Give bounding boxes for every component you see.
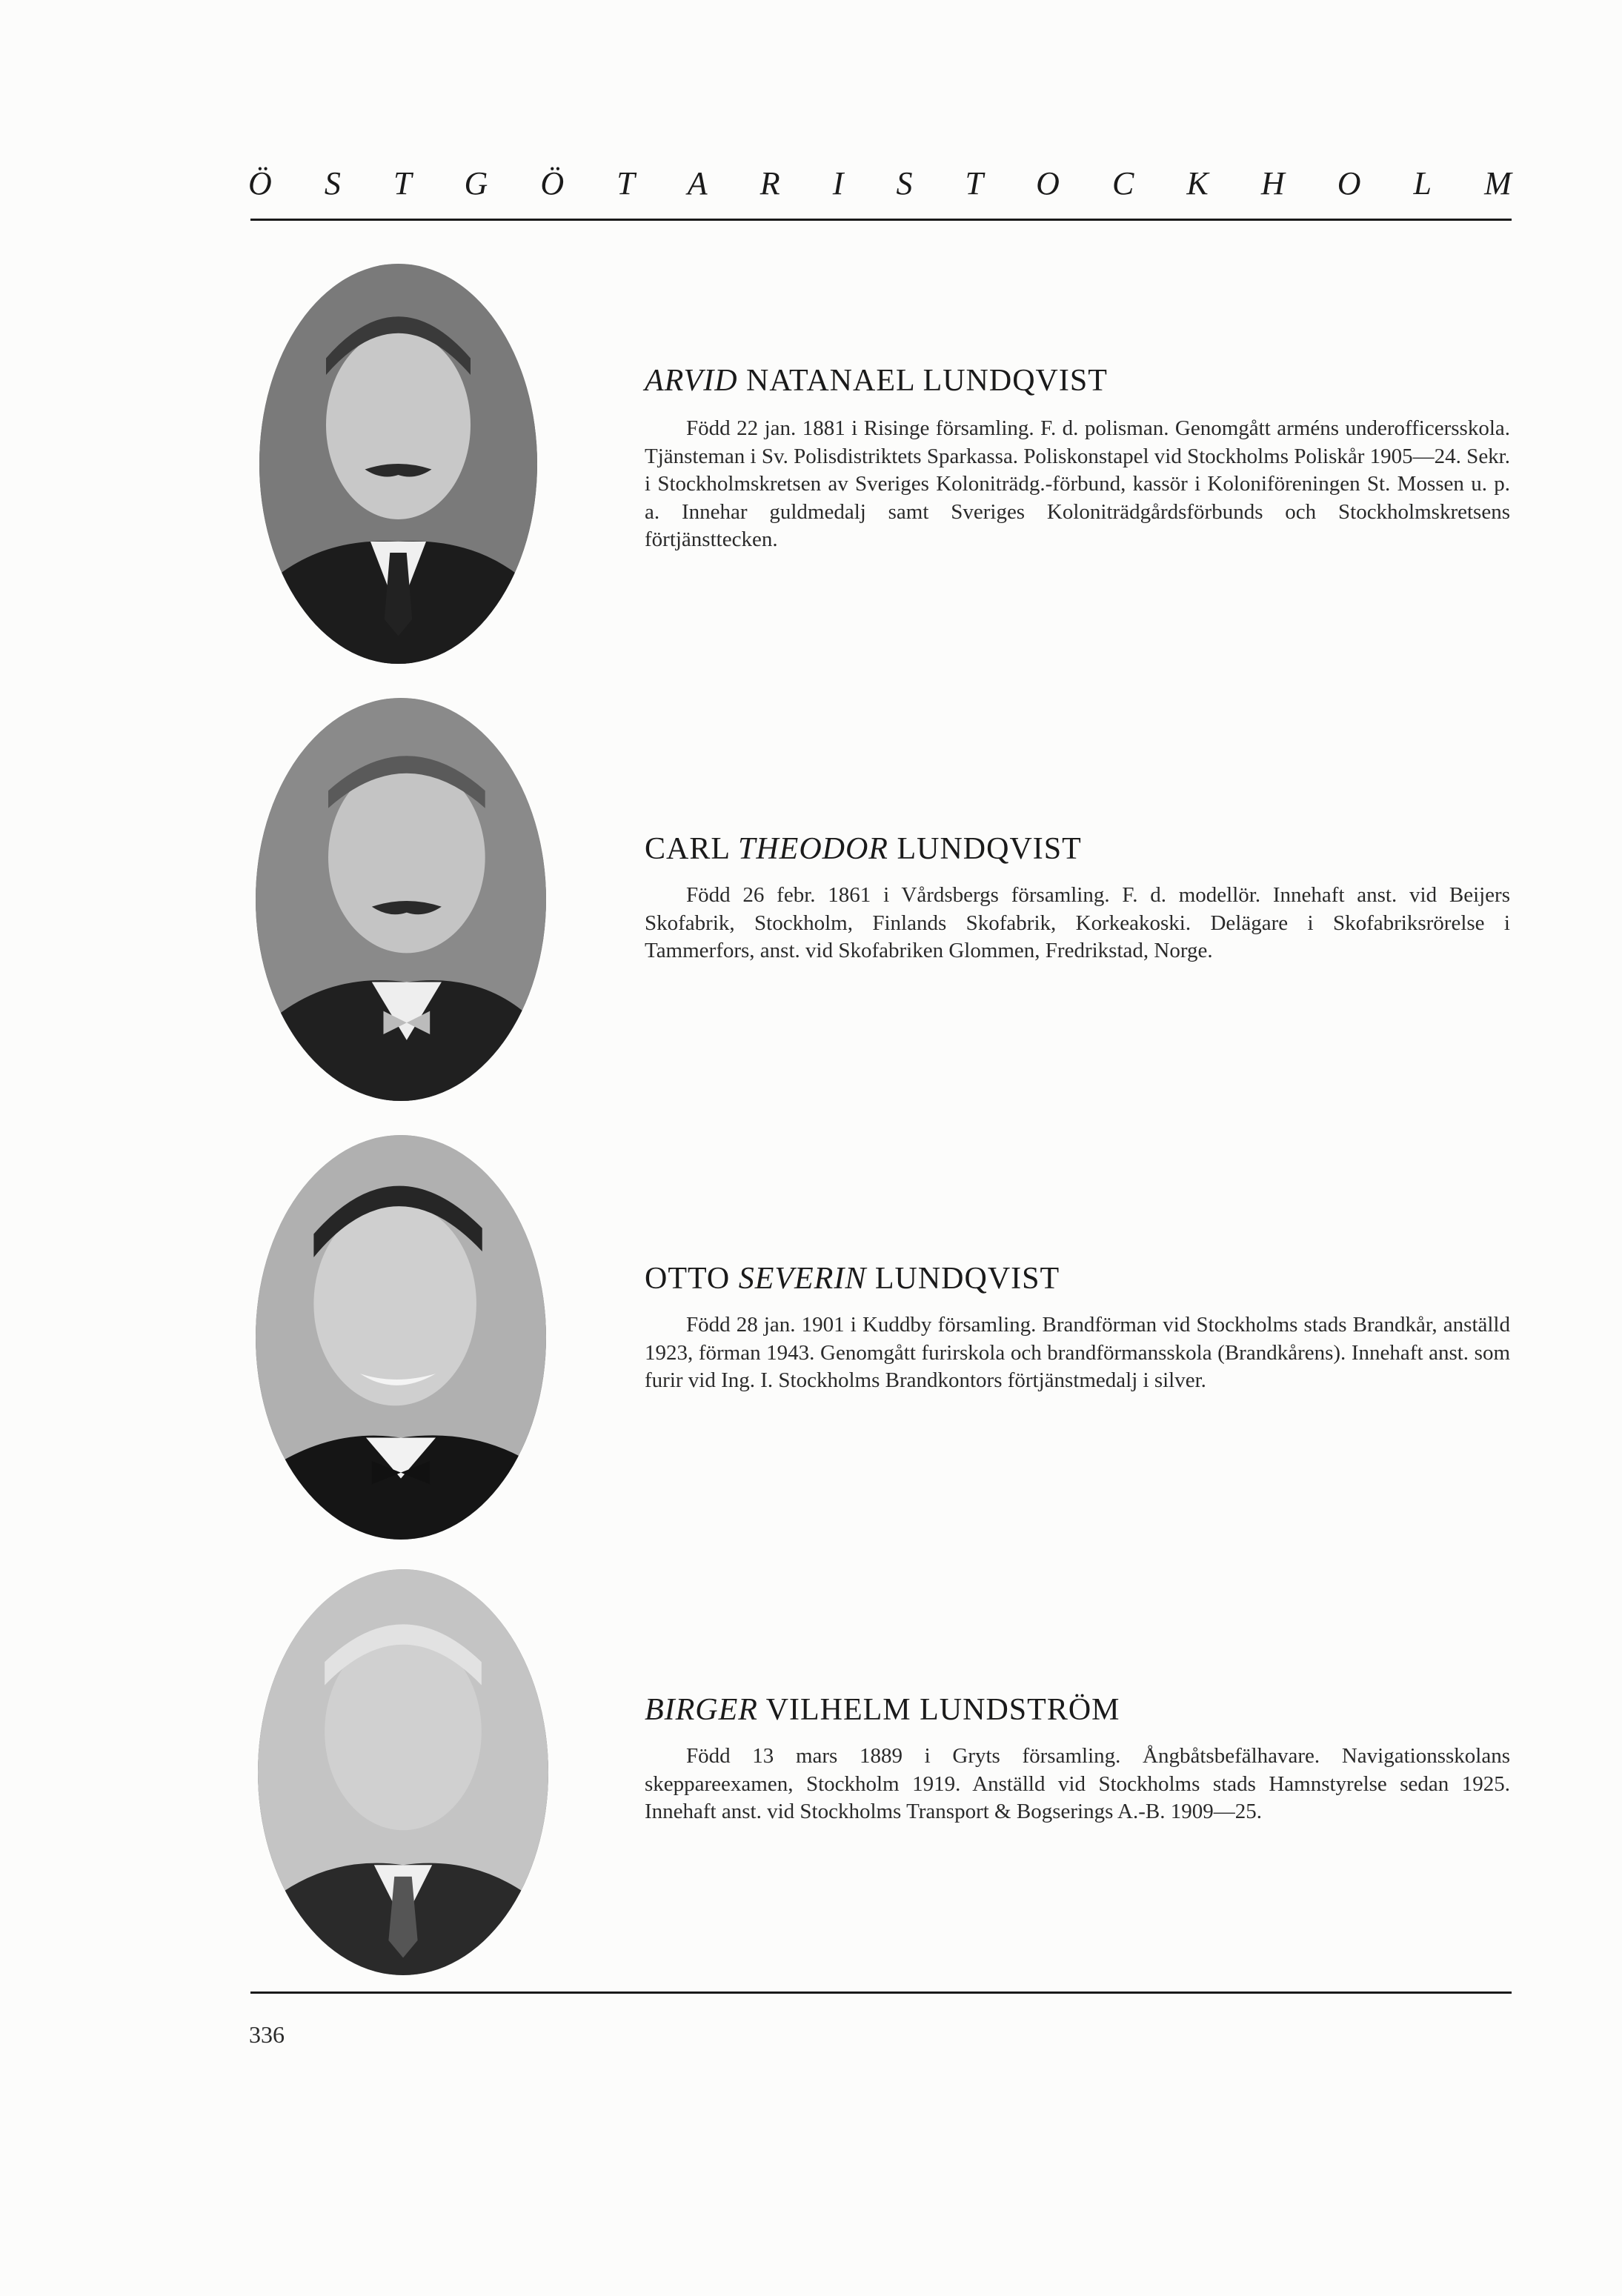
running-head-letter: O bbox=[1036, 165, 1060, 202]
running-head-letter: T bbox=[393, 165, 412, 202]
entry-name bbox=[645, 1692, 1120, 1728]
entry-biography bbox=[645, 415, 1510, 554]
running-head-letter: O bbox=[1337, 165, 1361, 202]
entry-biography bbox=[645, 882, 1510, 965]
entry-name-italic: BIRGER bbox=[645, 1693, 758, 1727]
portrait-photo bbox=[258, 1569, 548, 1975]
running-head-letter: S bbox=[896, 165, 913, 202]
entry-biography-text: Född 26 febr. 1861 i Vårdsbergs församling. F. d. modellör. Innehaft anst. vid Beijers Skofabrik, Stockholm, Finlands Skofabrik, Korkeakoski. Delägare i Skofabriksrörelse i Tammerfors, anst. vid Skofabriken Glommen, Fredrikstad, Norge. bbox=[645, 883, 1510, 962]
entry-name-rest: VILHELM LUNDSTRÖM bbox=[757, 1693, 1120, 1727]
portrait-photo bbox=[256, 1135, 546, 1540]
running-head-letter: Ö bbox=[540, 165, 565, 202]
portrait-figure bbox=[256, 698, 546, 1101]
entry-name bbox=[645, 831, 1082, 867]
page-number: 336 bbox=[249, 2021, 285, 2048]
running-head-letter: L bbox=[1413, 165, 1432, 202]
portrait-photo bbox=[259, 264, 537, 664]
running-head-letter: C bbox=[1111, 165, 1134, 202]
entry-name-italic: ARVID bbox=[645, 364, 738, 398]
entry-name-rest: NATANAEL LUNDQVIST bbox=[737, 364, 1108, 398]
entry-name-rest: LUNDQVIST bbox=[866, 1262, 1060, 1296]
entry-name-rest: LUNDQVIST bbox=[888, 832, 1082, 866]
portrait-figure bbox=[259, 264, 537, 664]
portrait-figure bbox=[258, 1569, 548, 1975]
footer-rule bbox=[250, 1991, 1512, 1994]
entry-biography-text: Född 28 jan. 1901 i Kuddby församling. Brandförman vid Stockholms stads Brandkår, anställd 1923, förman 1943. Genomgått furirskola och brandförmansskola (Brandkårens). Innehaft anst. som furir vid Ing. I. Stockholms Brandkontors förtjänstmedalj i silver. bbox=[645, 1313, 1510, 1392]
entry-biography-text: Född 13 mars 1889 i Gryts församling. Ångbåtsbefälhavare. Navigationsskolans skeppareexamen, Stockholm 1919. Anställd vid Stockholms stads Hamnstyrelse sedan 1925. Innehaft anst. vid Stockholms Transport & Bogserings A.-B. 1909—25. bbox=[645, 1744, 1510, 1823]
entry-name-prefix: OTTO bbox=[645, 1262, 739, 1296]
entry-biography bbox=[645, 1743, 1510, 1826]
portrait-photo bbox=[256, 698, 546, 1101]
entry-name bbox=[645, 1261, 1060, 1297]
running-head-letter: T bbox=[616, 165, 635, 202]
running-head-letter: R bbox=[760, 165, 780, 202]
entry-name-italic: SEVERIN bbox=[738, 1262, 867, 1296]
running-head bbox=[248, 164, 1512, 202]
running-head-letter: T bbox=[965, 165, 984, 202]
running-head-letter: Ö bbox=[248, 165, 272, 202]
entry-biography-text: Född 22 jan. 1881 i Risinge församling. F. d. polisman. Genomgått arméns underofficersskola. Tjänsteman i Sv. Polisdistriktets Sparkassa. Poliskonstapel vid Stockholms Poliskår 1905—24. Sekr. i Stockholmskretsen av Sveriges Koloniträdg.-förbund, kassör i Koloniföreningen St. Mossen u. p. a. Innehar guldmedalj samt Sveriges Koloniträdgårdsförbunds och Stockholmskretsens förtjänsttecken. bbox=[645, 416, 1510, 551]
running-head-letter: I bbox=[832, 165, 844, 202]
running-head-letter: M bbox=[1484, 165, 1512, 202]
entry-biography bbox=[645, 1311, 1510, 1395]
running-head-letter: H bbox=[1260, 165, 1285, 202]
header-rule bbox=[250, 219, 1512, 221]
entry-name bbox=[645, 363, 1108, 399]
running-head-letter: S bbox=[324, 165, 341, 202]
entry-name-italic: THEODOR bbox=[737, 832, 888, 866]
running-head-letter: K bbox=[1186, 165, 1209, 202]
entry-name-prefix: CARL bbox=[645, 832, 738, 866]
portrait-figure bbox=[256, 1135, 546, 1540]
running-head-letter: G bbox=[464, 165, 488, 202]
running-head-letter: A bbox=[687, 165, 708, 202]
